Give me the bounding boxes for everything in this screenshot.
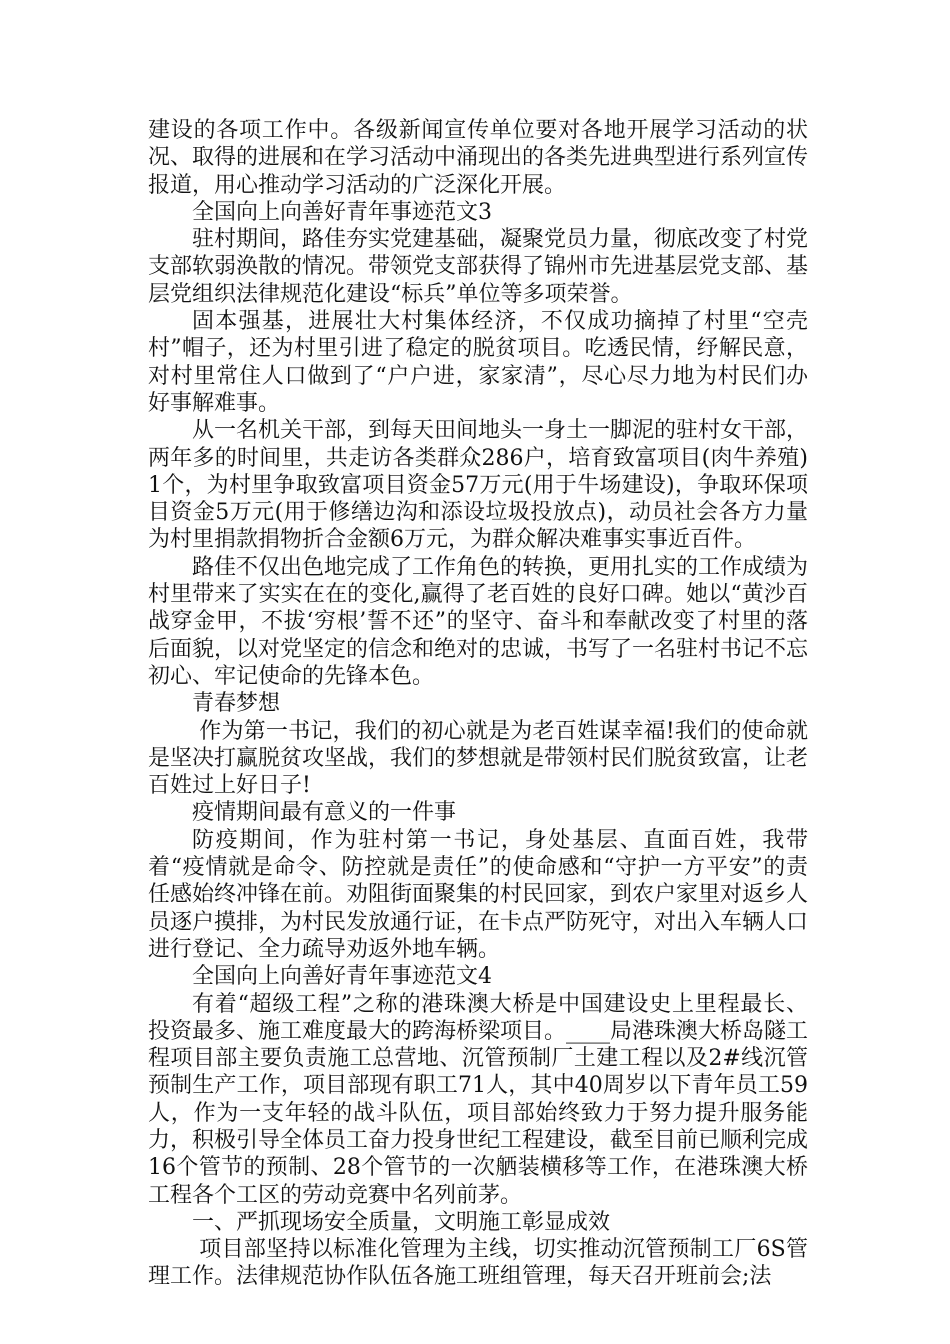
body-paragraph: 项目部坚持以标准化管理为主线，切实推动沉管预制工厂6S管理工作。法律规范协作队伍各施工班组管理，每天召开班前会;法 [148,1237,808,1290]
body-paragraph: 作为第一书记，我们的初心就是为老百姓谋幸福!我们的使命就是坚决打赢脱贫攻坚战，我们的梦想就是带领村民们脱贫致富，让老百姓过上好日子! [148,718,809,799]
body-paragraph: 有着“超级工程”之称的港珠澳大桥是中国建设史上里程最长、投资最多、施工难度最大的跨海桥梁项目。____局港珠澳大桥岛隧工程项目部主要负责施工总营地、沉管预制厂土建工程以及2#线沉管预制生产工作，项目部现有职工71人，其中40周岁以下青年员工59人，作为一支年轻的战斗队伍，项目部始终致力于努力提升服务能力，积极引导全体员工奋力投身世纪工程建设，截至目前已顺利完成16个管节的预制、28个管节的一次舾装横移等工作，在港珠澳大桥工程各个工区的劳动竞赛中名列前茅。 [148,991,809,1208]
body-paragraph: 防疫期间，作为驻村第一书记，身处基层、直面百姓，我带着“疫情就是命令、防控就是责任”的使命感和“守护一方平安”的责任感始终冲锋在前。劝阻街面聚集的村民回家，到农户家里对返乡人员逐户摸排，为村民发放通行证，在卡点严防死守，对出入车辆人口进行登记、全力疏导劝返外地车辆。 [148,827,809,962]
body-paragraph: 从一名机关干部，到每天田间地头一身土一脚泥的驻村女干部，两年多的时间里，共走访各类群众286户，培育致富项目(肉牛养殖)1个，为村里争取致富项目资金57万元(用于牛场建设)，争取环保项目资金5万元(用于修缮边沟和添设垃圾投放点)，动员社会各方力量为村里捐款捐物折合金额6万元，为群众解决难事实事近百件。 [148,418,809,553]
section-heading: 全国向上向善好青年事迹范文4 [192,964,492,990]
section-heading: 全国向上向善好青年事迹范文3 [192,199,492,225]
body-paragraph: 驻村期间，路佳夯实党建基础，凝聚党员力量，彻底改变了村党支部软弱涣散的情况。带领党支部获得了锦州市先进基层党支部、基层党组织法律规范化建设“标兵”单位等多项荣誉。 [148,227,809,307]
section-heading: 一、严抓现场安全质量，文明施工彰显成效 [192,1209,611,1235]
body-paragraph: 路佳不仅出色地完成了工作角色的转换，更用扎实的工作成绩为村里带来了实实在在的变化,赢得了老百姓的良好口碑。她以“黄沙百战穿金甲，不拔‘穷根’誓不还”的坚守、奋斗和奉献改变了村里的落后面貌，以对党坚定的信念和绝对的忠诚，书写了一名驻村书记不忘初心、牢记使命的先锋本色。 [148,554,809,689]
body-paragraph: 固本强基，进展壮大村集体经济，不仅成功摘掉了村里“空壳村”帽子，还为村里引进了稳定的脱贫项目。吃透民情，纾解民意，对村里常住人口做到了“户户进，家家清”，尽心尽力地为村民们办好事解难事。 [148,309,808,416]
body-paragraph: 建设的各项工作中。各级新闻宣传单位要对各地开展学习活动的状况、取得的进展和在学习活动中涌现出的各类先进典型进行系列宣传报道，用心推动学习活动的广泛深化开展。 [148,118,809,198]
document-page [148,117,808,1291]
section-heading: 青春梦想 [192,691,281,717]
section-heading: 疫情期间最有意义的一件事 [192,800,457,826]
